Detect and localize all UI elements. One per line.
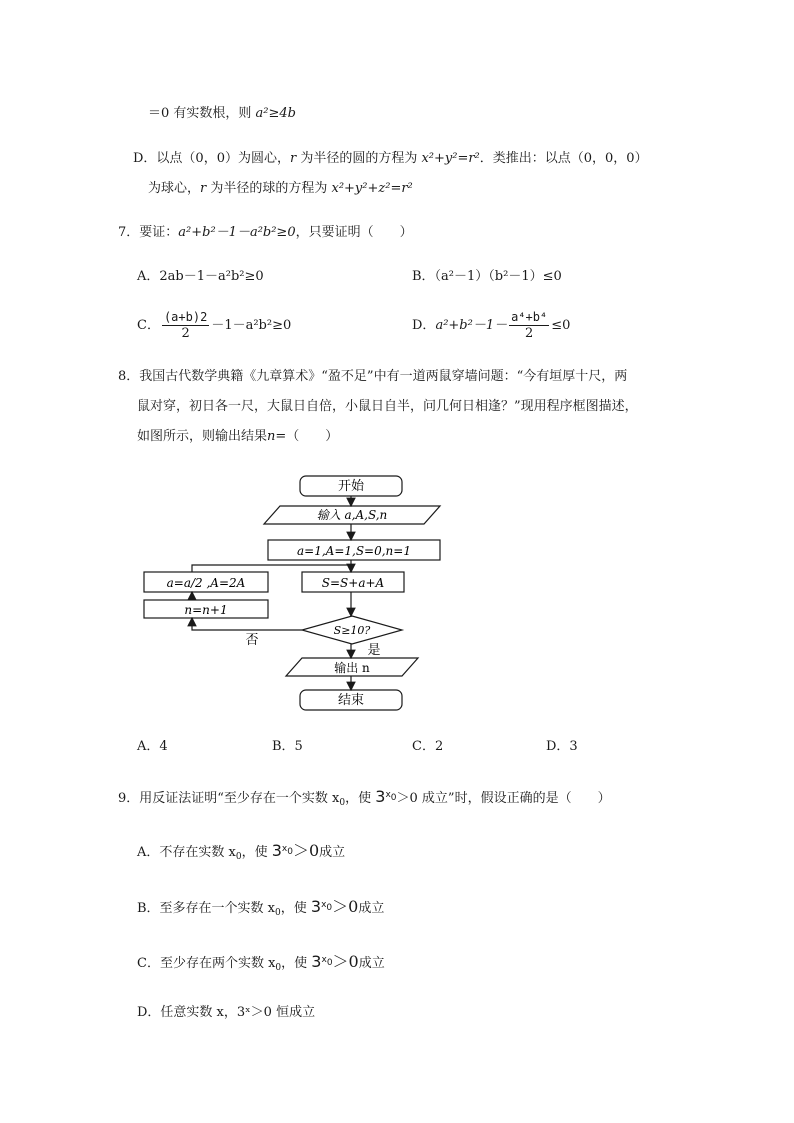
q6d-text-3: ．类推出：以点（0，0，0） [479,151,648,166]
q9-power-exp: x [385,790,391,800]
q9a-power-exp-sub: 0 [287,847,293,857]
q9-stem-post: ＞0 成立”时，假设正确的是（ ） [396,791,611,806]
q7-option-c [137,309,291,342]
q9-stem-power [375,787,396,806]
q6d-line2-text-1: 为球心， [148,181,201,196]
fc-no-label: 否 [245,633,259,648]
q9a-sub: 0 [235,852,242,862]
q9a-mid: ，使 [241,845,272,860]
q9b-power-exp: x [321,900,327,910]
q9c-mid: ，使 [281,956,312,971]
q6d-circle-eq: x²+y²=r² [421,151,480,166]
q8-line3-post: =（ ） [275,429,339,444]
q9a-power [272,841,293,860]
q6d-line2-r: r [200,181,207,196]
fc-init-label: a=1,A=1,S=0,n=1 [297,544,411,558]
q9a-post: 成立 [319,845,346,860]
fc-sum-label: S=S+a+A [321,576,385,590]
q9c-power [311,952,332,971]
q7d-pre: a²+b²－1－ [435,318,508,333]
q9c-text: C．至少存在两个实数 x [137,956,276,971]
q9-option-d: D．任意实数 x，3ˣ＞0 恒成立 [137,1005,316,1020]
q9b-text: B．至多存在一个实数 x [137,901,276,916]
q6d-sphere-eq: x²+y²+z²=r² [331,181,413,196]
fc-update-label: a=a/2 ,A=2A [166,576,246,590]
q7-stem-pre: 7．要证： [118,225,179,240]
flowchart [130,468,450,718]
q7-stem-expr: a²+b²－1－a²b²≥0 [178,225,296,240]
q9-stem [118,788,611,808]
q7-stem [118,224,413,242]
q7-option-d [412,309,570,342]
q7c-tail: －1－a²b²≥0 [211,318,292,333]
q9-option-a [137,842,345,862]
q9-power-base: 3 [375,787,386,806]
q9c-gt: ＞0 [332,952,359,971]
q9-option-c [137,953,385,973]
q9c-post: 成立 [358,956,385,971]
q6-tail-expr: a²≥4b [255,106,296,121]
q7d-tail: ≤0 [551,318,571,333]
q9c-power-exp: x [321,955,327,965]
q7c-numerator: (a+b)2 [163,310,208,324]
q8-option-d: D．3 [546,739,578,754]
q7-option-b: B．（a²－1）（b²－1）≤0 [412,269,562,284]
q9a-power-exp: x [281,844,288,854]
q6d-text-1: D．以点（0，0）为圆心， [133,151,290,166]
q7c-label: C． [137,318,160,333]
q8-stem-line3 [137,428,338,446]
q9b-power-exp-sub: 0 [326,903,333,913]
fc-end-label: 结束 [337,693,365,708]
q6-tail-line [148,105,296,123]
q9b-power [311,897,332,916]
q9a-gt: ＞0 [292,841,320,860]
q8-stem-line1: 8．我国古代数学典籍《九章算术》“盈不足”中有一道两鼠穿墙问题：“今有垣厚十尺，两 [118,369,628,384]
q9c-power-base: 3 [311,952,322,971]
q9b-sub: 0 [275,908,281,918]
q7-stem-post: ，只要证明（ ） [295,225,413,240]
q8-option-c: C．2 [412,739,444,754]
q9b-mid: ，使 [280,901,311,916]
q6d-text-2: 为半径的圆的方程为 [296,151,422,166]
q7d-fraction [509,309,549,342]
q6-tail-text: ＝0 有实数根，则 [148,106,252,121]
q7c-fraction [162,309,209,342]
q9-stem-sub: 0 [339,798,346,808]
q7d-label: D． [412,318,436,333]
q9-stem-pre: 9．用反证法证明“至少存在一个实数 x [118,791,340,806]
q9a-power-base: 3 [271,841,282,860]
q9-stem-mid: ，使 [345,791,376,806]
q9c-sub: 0 [275,963,282,973]
q7-option-a: A．2ab－1－a²b²≥0 [137,269,264,284]
fc-start-label: 开始 [337,479,365,494]
q7c-denominator: 2 [181,326,190,341]
q6d-line2-text-2: 为半径的球的方程为 [206,181,332,196]
q9b-post: 成立 [358,901,385,916]
fc-output-label: 输出 n [334,661,370,675]
q8-option-b: B．5 [272,739,303,754]
fc-input-label: 输入 a,A,S,n [316,508,388,522]
q9c-power-exp-sub: 0 [326,958,333,968]
q9-power-exp-sub: 0 [390,793,397,803]
fc-cond-label: S≥10? [333,624,371,637]
q9a-text: A．不存在实数 x [137,845,236,860]
q6-option-d-line2 [148,180,413,198]
q7d-denominator: 2 [525,326,534,341]
q9-option-b [137,898,384,918]
fc-inc-label: n=n+1 [184,603,228,617]
q7d-numerator: a⁴+b⁴ [511,310,548,324]
q6d-r: r [289,151,297,166]
q8-line3-pre: 如图所示，则输出结果 [137,429,268,444]
q8-option-a: A．4 [137,739,168,754]
fc-yes-label: 是 [367,643,381,658]
q9b-power-base: 3 [310,897,322,916]
q9b-gt: ＞0 [332,897,359,916]
q8-stem-line2: 鼠对穿，初日各一尺，大鼠日自倍，小鼠日自半，问几何日相逢？”现用程序框图描述， [137,399,638,414]
q6-option-d [133,150,648,168]
q8-line3-var: n [267,429,276,444]
